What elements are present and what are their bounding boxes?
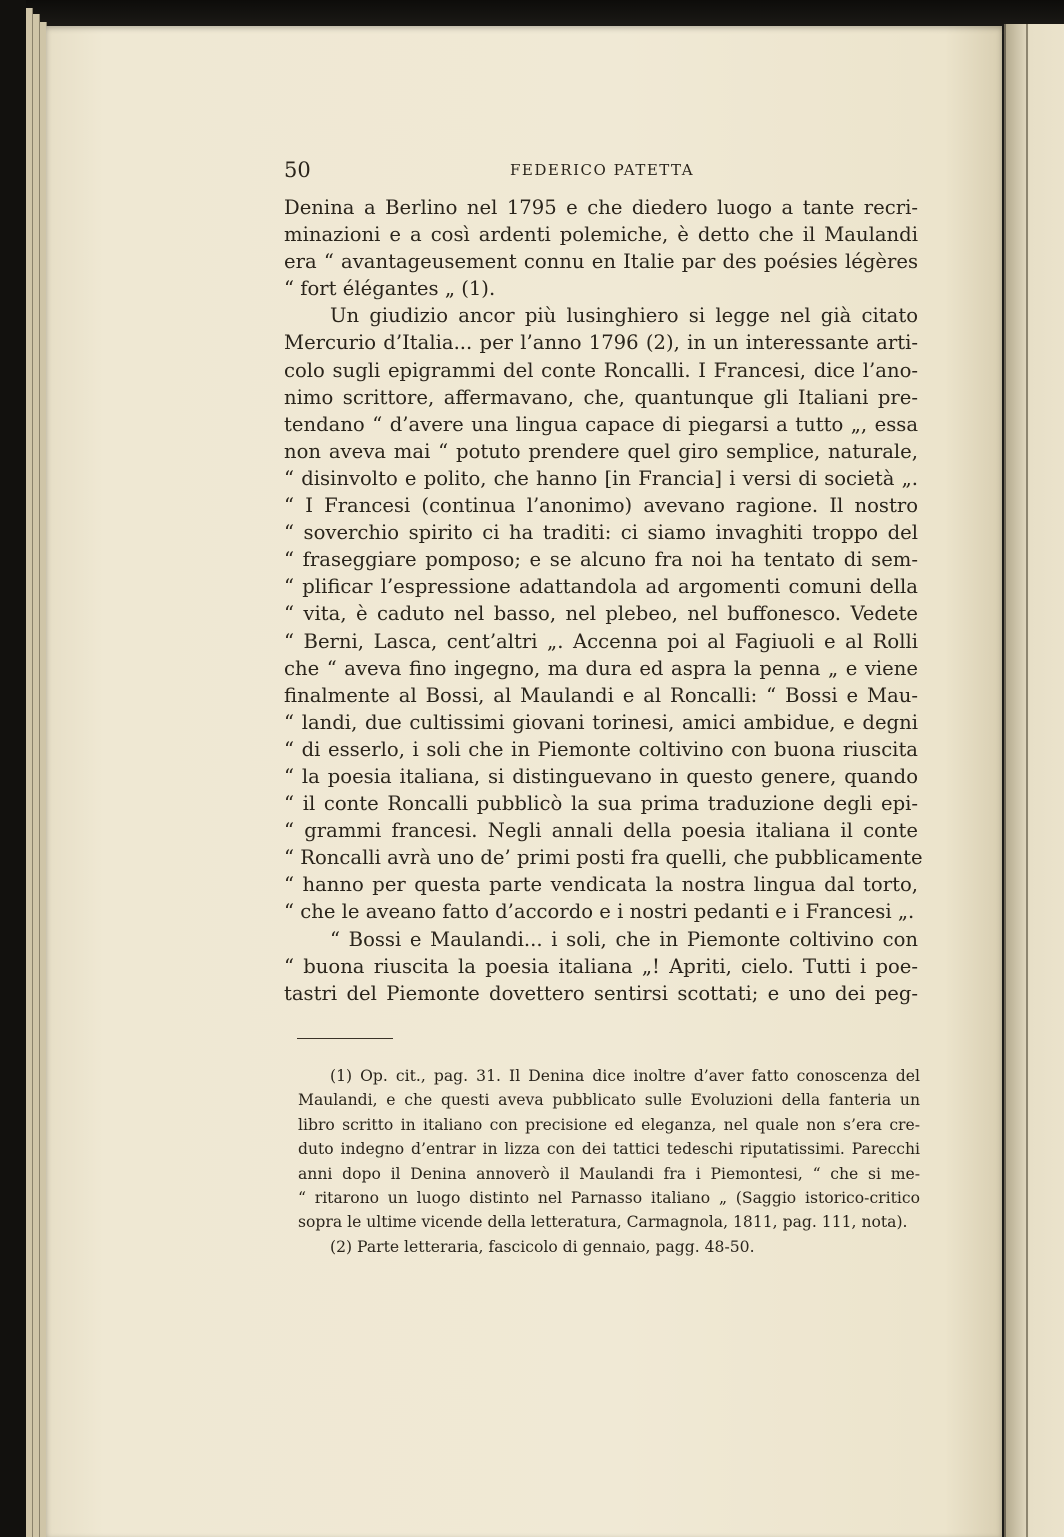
footnote-line: Maulandi, e che questi aveva pubblicato sulle Evoluzioni della fanteria un (298, 1091, 920, 1110)
text-line: Un giudizio ancor più lusinghiero si legge nel già citato (330, 304, 918, 328)
page-edge (33, 14, 40, 1537)
text-line: “ grammi francesi. Negli annali della poesia italiana il conte (284, 819, 918, 843)
text-line: tastri del Piemonte dovettero sentirsi scottati; e uno dei peg- (284, 981, 918, 1005)
text-line: “ I Francesi (continua l’anonimo) avevano ragione. Il nostro (284, 494, 918, 518)
footnote-line: sopra le ultime vicende della letteratura, Carmagnola, 1811, pag. 111, nota). (298, 1213, 908, 1232)
text-line: “ hanno per questa parte vendicata la nostra lingua dal torto, (284, 873, 918, 897)
footnote-line: duto indegno d’entrar in lizza con dei tattici tedeschi riputatissimi. Parecchi (298, 1140, 920, 1159)
text-line: minazioni e a così ardenti polemiche, è detto che il Maulandi (284, 223, 918, 247)
footnote-line: (2) Parte letteraria, fascicolo di gennaio, pagg. 48-50. (330, 1237, 755, 1256)
text-line: tendano “ d’avere una lingua capace di piegarsi a tutto „, essa (284, 412, 918, 436)
text-line: “ plificar l’espressione adattandola ad argomenti comuni della (284, 575, 918, 599)
text-line: Denina a Berlino nel 1795 e che diedero luogo a tante recri- (284, 196, 918, 219)
running-title: FEDERICO PATETTA (510, 161, 695, 179)
text-line: “ soverchio spirito ci ha traditi: ci siamo invaghiti troppo del (284, 521, 918, 545)
text-line: “ landi, due cultissimi giovani torinesi, amici ambidue, e degni (284, 710, 918, 734)
text-line: “ il conte Roncalli pubblicò la sua prima traduzione degli epi- (284, 792, 918, 816)
text-line: “ che le aveano fatto d’accordo e i nostri pedanti e i Francesi „. (284, 900, 915, 924)
text-line: “ disinvolto e polito, che hanno [in Francia] i versi di società „. (284, 466, 918, 490)
text-line: “ vita, è caduto nel basso, nel plebeo, nel buffonesco. Vedete (284, 602, 918, 626)
text-line: “ fraseggiare pomposo; e se alcuno fra noi ha tentato di sem- (284, 548, 918, 572)
text-line: “ di esserlo, i soli che in Piemonte coltivino con buona riuscita (284, 737, 918, 761)
footnote-line: anni dopo il Denina annoverò il Maulandi fra i Piemontesi, “ che si me- (298, 1164, 920, 1183)
scan-left-border (0, 0, 26, 1537)
footnote-line: “ ritarono un luogo distinto nel Parnasso italiano „ (Saggio istorico-critico (298, 1188, 920, 1207)
text-line: Mercurio d’Italia... per l’anno 1796 (2), in un interessante arti- (284, 331, 918, 355)
text-line: “ la poesia italiana, si distinguevano in questo genere, quando (284, 764, 918, 788)
running-header (284, 158, 918, 186)
text-line: “ Roncalli avrà uno de’ primi posti fra quelli, che pubblicamente (284, 846, 923, 870)
adjacent-page-edge (1004, 24, 1064, 1537)
text-line: nimo scrittore, affermavano, che, quantunque gli Italiani pre- (284, 385, 918, 409)
text-line: “ Berni, Lasca, cent’altri „. Accenna poi al Fagiuoli e al Rolli (284, 629, 918, 653)
text-line: non aveva mai “ potuto prendere quel giro semplice, naturale, (284, 439, 918, 463)
text-line: “ buona riuscita la poesia italiana „! Apriti, cielo. Tutti i poe- (284, 954, 918, 978)
text-line: era “ avantageusement connu en Italie par des poésies légères (284, 250, 918, 274)
text-line: “ Bossi e Maulandi... i soli, che in Piemonte coltivino con (330, 927, 918, 951)
footnotes (298, 1064, 920, 1259)
footnote-line: (1) Op. cit., pag. 31. Il Denina dice inoltre d’aver fatto conoscenza del (330, 1067, 920, 1085)
page-edge (26, 8, 33, 1537)
footnote-line: libro scritto in italiano con precisione ed eleganza, nel quale non s’era cre- (298, 1115, 920, 1134)
text-line: finalmente al Bossi, al Maulandi e al Roncalli: “ Bossi e Mau- (284, 683, 918, 707)
text-line: che “ aveva fino ingegno, ma dura ed aspra la penna „ e viene (284, 656, 918, 680)
page-number: 50 (284, 158, 311, 182)
main-text (284, 194, 923, 1007)
footnote-separator (297, 1038, 393, 1039)
text-line: “ fort élégantes „ (1). (284, 277, 496, 301)
text-line: colo sugli epigrammi del conte Roncalli. I Francesi, dice l’ano- (284, 358, 918, 382)
